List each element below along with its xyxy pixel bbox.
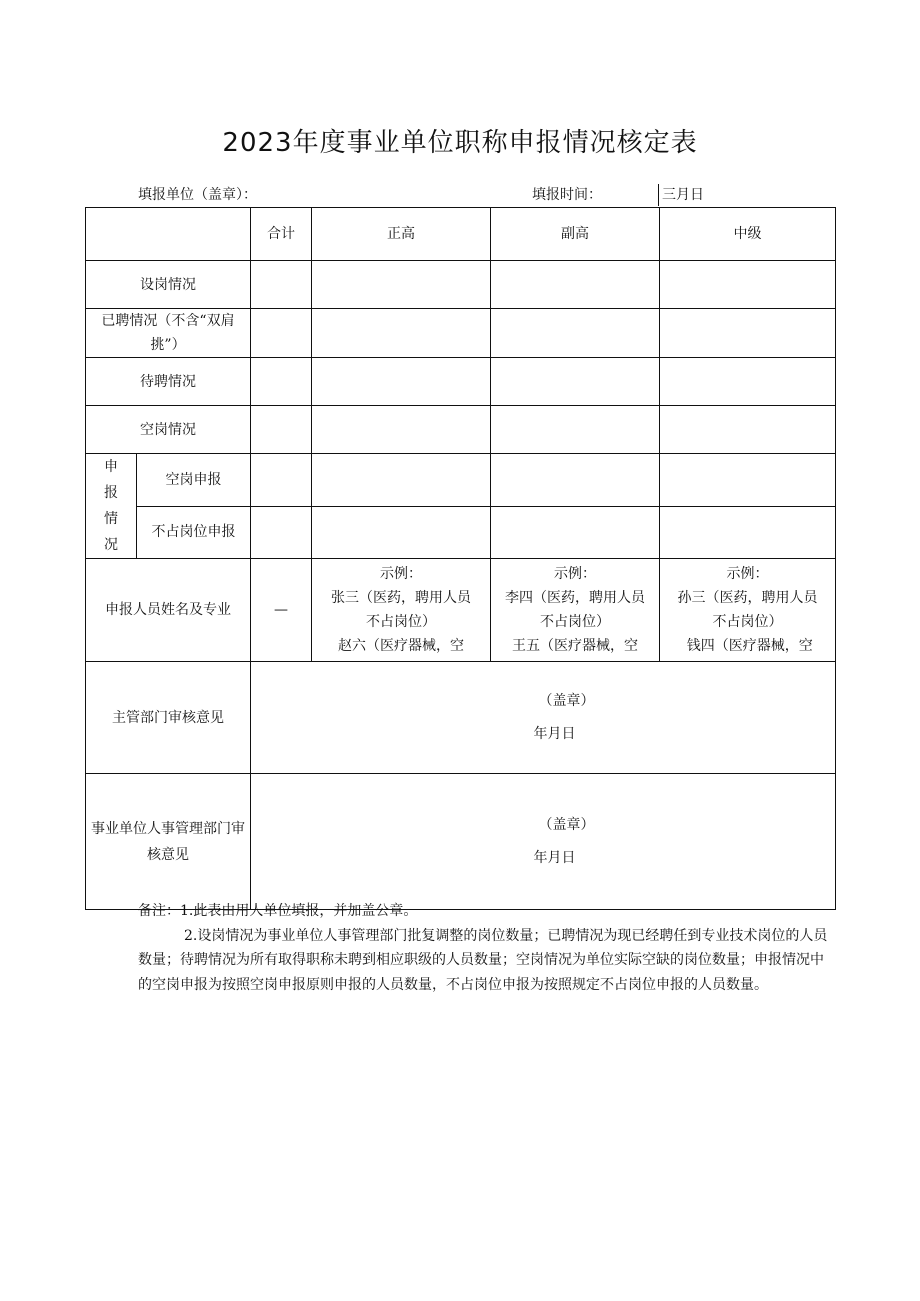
cell-vacant-vice-senior[interactable] (491, 406, 660, 454)
example-line: 张三（医药，聘用人员 (331, 590, 471, 606)
note-1: 备注：1.此表由用人单位填报，并加盖公章。 (138, 903, 418, 919)
example-line: 示例： (726, 566, 769, 582)
time-label: 填报时间： (532, 187, 602, 203)
row-vacant (86, 406, 836, 454)
row-hired (86, 309, 836, 358)
unit-label: 填报单位（盖章）： (138, 187, 257, 203)
cell-apply-vacant-intermediate[interactable] (660, 454, 836, 507)
row-posts (86, 261, 836, 309)
applicants-intermediate-cell[interactable] (660, 559, 836, 662)
cell-pending-senior[interactable] (312, 358, 491, 406)
applicants-senior-cell[interactable] (312, 559, 491, 662)
row-applicants (86, 559, 836, 662)
note-2: 2.设岗情况为事业单位人事管理部门批复调整的岗位数量；已聘情况为现已经聘任到专业技术岗位的人员数量；待聘情况为所有取得职称未聘到相应职级的人员数量；空岗情况为单位实际空缺的岗位数量；申报情况中的空岗申报为按照空岗申报原则申报的人员数量，不占岗位申报为按照规定不占岗位申报的人员数量。 (138, 927, 828, 993)
cell-apply-no-post-senior[interactable] (312, 506, 491, 559)
row-label-hr-dept: 事业单位人事管理部门审核意见 (86, 774, 251, 910)
cell-apply-no-post-intermediate[interactable] (660, 506, 836, 559)
row-label-pending: 待聘情况 (86, 358, 251, 406)
row-apply-vacant (86, 454, 836, 507)
cell-pending-vice-senior[interactable] (491, 358, 660, 406)
header-blank-cell (86, 208, 251, 261)
row-label-apply-vacant: 空岗申报 (137, 454, 251, 507)
example-line: 孙三（医药，聘用人员 (677, 590, 818, 606)
example-line: 李四（医药，聘用人员 (505, 590, 645, 606)
example-line: 不占岗位） (366, 614, 436, 630)
row-label-apply-no-post: 不占岗位申报 (137, 506, 251, 559)
page-title: 2023年度事业单位职称申报情况核定表 (222, 128, 698, 158)
row-apply-no-post (86, 506, 836, 559)
cell-applicants-total: — (251, 559, 312, 662)
cell-posts-senior[interactable] (312, 261, 491, 309)
row-label-supervisor: 主管部门审核意见 (86, 662, 251, 774)
col-header-senior: 正高 (312, 208, 491, 261)
notes-block (138, 899, 836, 997)
row-label-vacant: 空岗情况 (86, 406, 251, 454)
cell-posts-total[interactable] (251, 261, 312, 309)
cell-apply-no-post-total[interactable] (251, 506, 312, 559)
cell-hired-vice-senior[interactable] (491, 309, 660, 358)
cell-hired-total[interactable] (251, 309, 312, 358)
row-label-hired: 已聘情况（不含“双肩挑”） (86, 309, 251, 358)
cell-apply-vacant-vice-senior[interactable] (491, 454, 660, 507)
col-header-vice-senior: 副高 (491, 208, 660, 261)
col-header-intermediate: 中级 (660, 208, 836, 261)
applicants-vice-senior-cell[interactable] (491, 559, 660, 662)
example-line: 钱四（医疗器械，空 (682, 638, 813, 654)
example-line: 不占岗位） (712, 614, 783, 630)
col-header-total: 合计 (251, 208, 312, 261)
row-pending (86, 358, 836, 406)
hr-opinion-cell[interactable] (251, 774, 836, 910)
cell-hired-senior[interactable] (312, 309, 491, 358)
date-label: 年月日 (533, 725, 576, 742)
seal-label: （盖章） (538, 816, 595, 833)
report-table (85, 207, 836, 910)
row-hr-dept (86, 774, 836, 910)
cell-apply-vacant-total[interactable] (251, 454, 312, 507)
supervisor-opinion-cell[interactable] (251, 662, 836, 774)
cell-posts-vice-senior[interactable] (491, 261, 660, 309)
row-supervisor (86, 662, 836, 774)
date-label: 年月日 (533, 849, 576, 866)
header-row (86, 208, 836, 261)
seal-label: （盖章） (538, 692, 595, 709)
cell-vacant-intermediate[interactable] (660, 406, 836, 454)
cell-apply-no-post-vice-senior[interactable] (491, 506, 660, 559)
example-line: 示例： (380, 566, 422, 582)
cell-vacant-total[interactable] (251, 406, 312, 454)
divider (658, 184, 659, 206)
cell-apply-vacant-senior[interactable] (312, 454, 491, 507)
row-label-applicants: 申报人员姓名及专业 (86, 559, 251, 662)
cell-hired-intermediate[interactable] (660, 309, 836, 358)
example-line: 示例： (554, 566, 596, 582)
cell-vacant-senior[interactable] (312, 406, 491, 454)
time-value: 三月日 (662, 187, 704, 203)
example-line: 王五（医疗器械，空 (512, 638, 638, 654)
cell-posts-intermediate[interactable] (660, 261, 836, 309)
example-line: 赵六（医疗器械，空 (338, 638, 464, 654)
row-label-posts: 设岗情况 (86, 261, 251, 309)
cell-pending-intermediate[interactable] (660, 358, 836, 406)
example-line: 不占岗位） (540, 614, 610, 630)
row-label-apply-group: 申报情况 (86, 454, 137, 559)
cell-pending-total[interactable] (251, 358, 312, 406)
